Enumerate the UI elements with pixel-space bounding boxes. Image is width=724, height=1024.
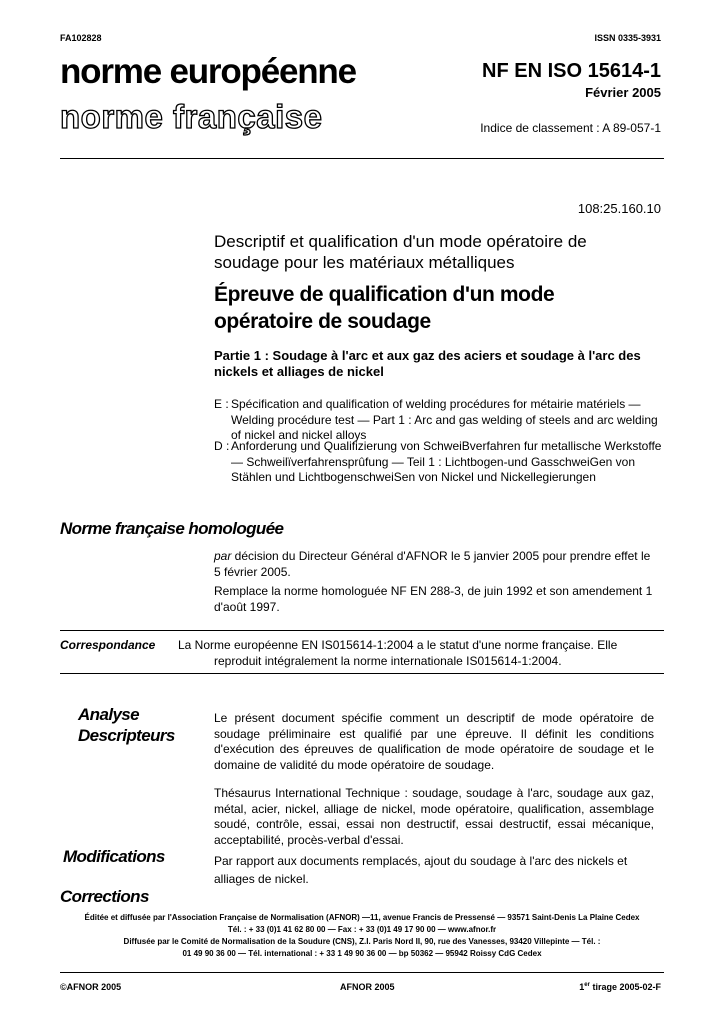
classification-index: Indice de classement : A 89-057-1 [480, 121, 661, 135]
copyright: ©AFNOR 2005 [60, 982, 122, 992]
corrections-heading: Corrections [60, 887, 149, 906]
footer-divider [60, 972, 664, 973]
correspondence-line-2: reproduit intégralement la norme internationale IS015614-1:2004. [214, 654, 562, 668]
german-title: Anforderung und Qualifizierung von SchweiBverfahren fur metallische Werkstoffe — Schweilïverfahrensprûfung — Teil 1 : Lichtbogen-und GasschweiGen von Stählen und LichtbogenschweiSen von Nickel und Nickellegierungen [231, 439, 662, 484]
modifications-text: Par rapport aux documents remplacés, ajout du soudage à l'arc des nickels et alliages de nickel. [214, 854, 628, 886]
english-lead: E : [214, 397, 229, 411]
correspondence-bottom-divider [60, 673, 664, 674]
homologation-heading: Norme française homologuée [60, 519, 284, 538]
publisher-line-1: Éditée et diffusée par l'Association Française de Normalisation (AFNOR) —11, avenue Francis de Pressensé — 93571 Saint-Denis La Plaine Cedex [84, 913, 640, 922]
correspondence-label: Correspondance [60, 638, 156, 652]
footer-center: AFNOR 2005 [340, 982, 395, 992]
modifications-heading: Modifications [63, 847, 165, 866]
print-suffix: tirage 2005-02-F [589, 982, 661, 992]
title-norme-francaise: norme française [60, 98, 323, 135]
correspondence-top-divider [60, 630, 664, 631]
english-translation [214, 397, 664, 444]
analysis-heading: Analyse [78, 705, 140, 724]
ics-code: 108:25.160.10 [577, 201, 661, 216]
title-norme-europeenne: norme européenne [60, 52, 356, 91]
main-title: Épreuve de qualification d'un mode opératoire de soudage [214, 283, 555, 333]
header-divider [60, 158, 664, 159]
issn-number: ISSN 0335-3931 [594, 33, 661, 43]
correspondence-text [178, 637, 658, 669]
analysis-text: Le présent document spécifie comment un descriptif de mode opératoire de soudage préliminaire est qualifié par une épreuve. Il définit les conditions d'exécution des épreuves de qualification de mode opératoire de soudage et le domaine de validité du mode opératoire de soudage. [214, 711, 654, 772]
english-title: Spécification and qualification of welding procédures for métairie matériels — Welding procédure test — Part 1 : Arc and gas welding of steels and arc welding of nickel and nickel alloys [231, 397, 658, 442]
replaces-text: Remplace la norme homologuée NF EN 288-3, de juin 1992 et son amendement 1 d'août 1997. [214, 584, 653, 614]
decision-text: décision du Directeur Général d'AFNOR le 5 janvier 2005 pour prendre effet le 5 février 2005. [214, 549, 651, 579]
document-reference: FA102828 [60, 33, 102, 43]
print-edition [579, 982, 661, 992]
standard-code: NF EN ISO 15614-1 [482, 60, 661, 82]
print-prefix: 1 [579, 982, 585, 992]
descriptors-heading: Descripteurs [78, 726, 175, 745]
german-lead: D : [214, 439, 230, 453]
publication-date: Février 2005 [585, 85, 661, 100]
publisher-line-3: Diffusée par le Comité de Normalisation de la Soudure (CNS), Z.I. Paris Nord II, 90, rue des Vanesses, 93420 Villepinte — Tél. : [123, 937, 601, 946]
publisher-line-2: Tél. : + 33 (0)1 41 62 80 00 — Fax : + 33 (0)1 49 17 90 00 — www.afnor.fr [227, 925, 497, 934]
homologation-decision [214, 549, 654, 580]
publisher-line-4: 01 49 90 36 00 — Tél. international : + 33 1 49 90 36 00 — bp 50362 — 95942 Roissy CdG Cedex [182, 949, 542, 958]
correspondence-line-1: La Norme européenne EN IS015614-1:2004 a le statut d'une norme française. Elle [178, 638, 618, 652]
descriptive-title: Descriptif et qualification d'un mode opératoire de soudage pour les matériaux métalliques [214, 232, 587, 272]
decision-prefix: par [214, 549, 232, 563]
german-translation [214, 439, 664, 486]
descriptors-text: Thésaurus International Technique : soudage, soudage à l'arc, soudage aux gaz, métal, acier, nickel, alliage de nickel, mode opératoire, qualification, assemblage soudé, contrôle, essai, essai non destructif, essai destructif, essai mécanique, acceptabilité, procès-verbal d'essai. [214, 786, 654, 847]
part-title: Partie 1 : Soudage à l'arc et aux gaz des aciers et soudage à l'arc des nickels et alliages de nickel [214, 348, 641, 379]
print-superscript: er [584, 982, 590, 988]
